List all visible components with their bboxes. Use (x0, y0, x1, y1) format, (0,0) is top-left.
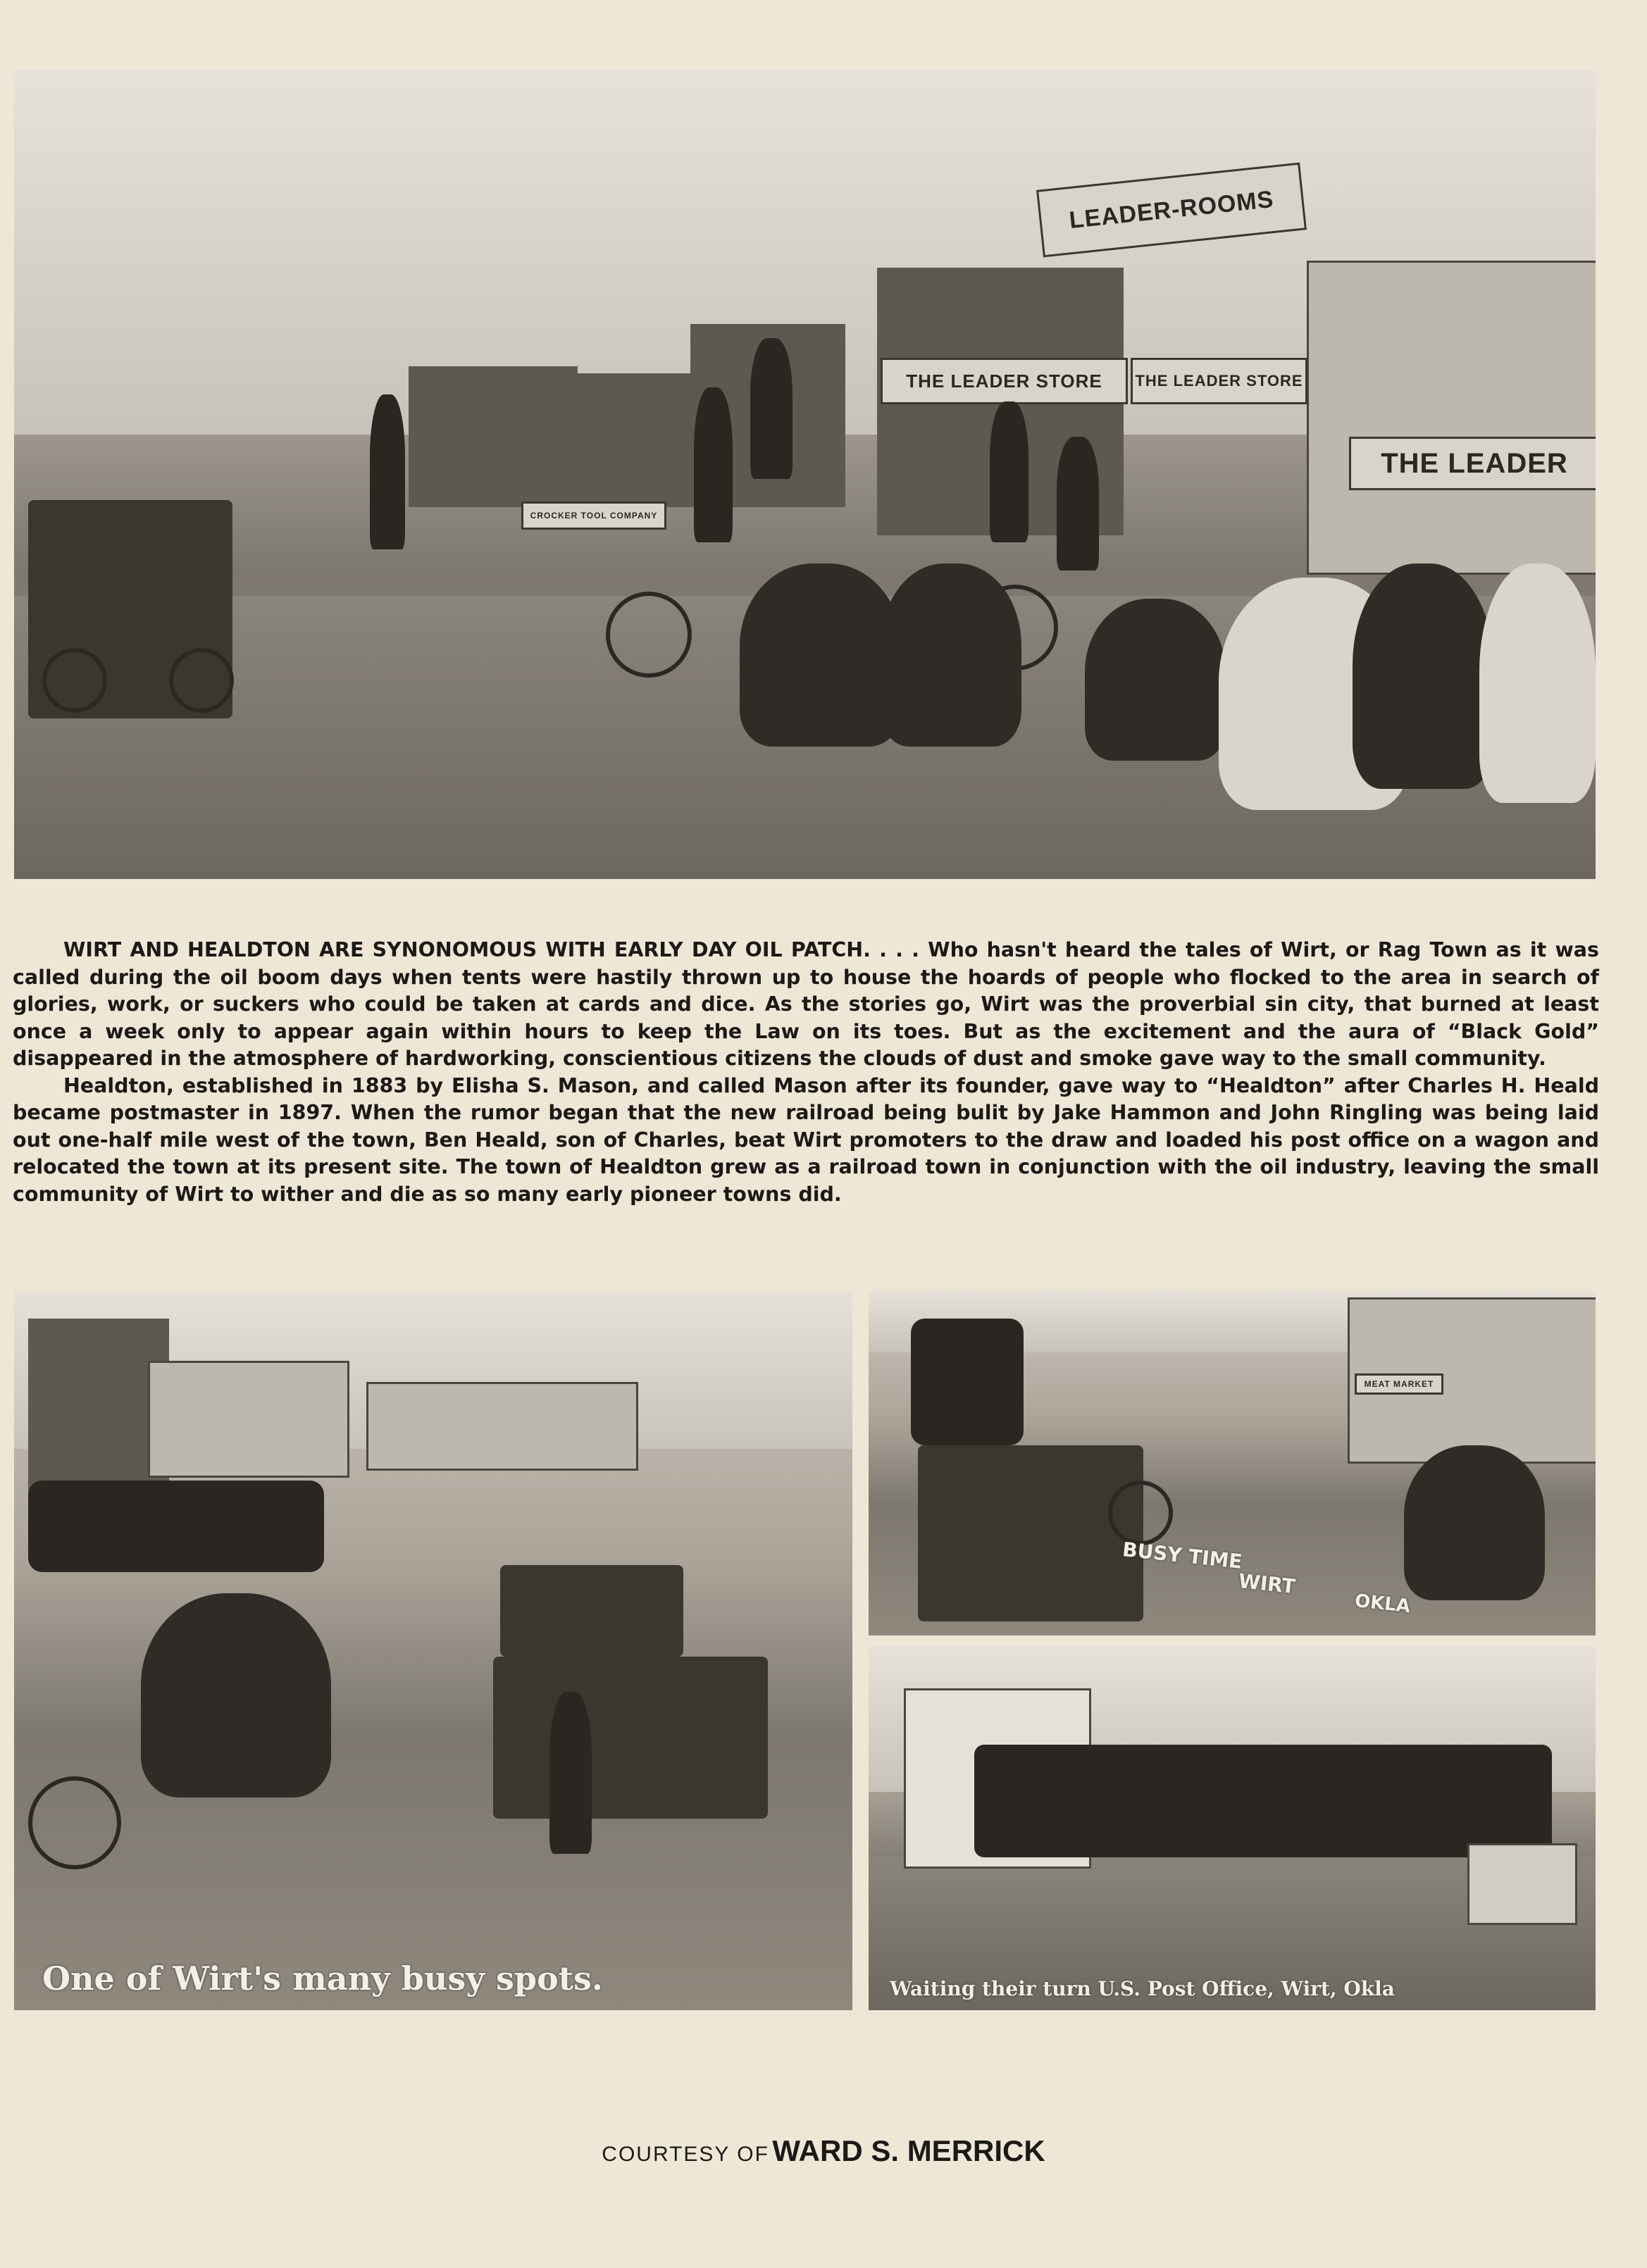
top-right-photo (869, 1290, 1596, 1635)
sign-crocker-tool: CROCKER TOOL COMPANY (521, 501, 666, 530)
article-paragraph-2: Healdton, established in 1883 by Elisha S. Mason, and called Mason after its founder, gave way to “Healdton” after Charles H. Heald became postmaster in 1897. When the rumor began that the new railroad being bulit by Jake Hammon and John Ringling was being laid out one-half mile west of the town, Ben Heald, son of Charles, beat Wirt promoters to the draw and loaded his post office on a wagon and relocated the town at its present site. The town of Healdton grew as a railroad town in conjunction with the oil industry, leaving the small community of Wirt to wither and die as so many early pioneer towns did. (13, 1073, 1599, 1206)
photo-caption-line-1: BUSY TIME (1121, 1538, 1244, 1574)
building (148, 1361, 349, 1478)
crowd (28, 1481, 324, 1572)
sign-leader-rooms: LEADER-ROOMS (1036, 163, 1307, 258)
credit-name: WARD S. MERRICK (772, 2134, 1045, 2167)
man-standing (750, 338, 793, 479)
crowd (911, 1319, 1024, 1445)
wagon-wheel (1108, 1481, 1173, 1545)
photo-caption-line-2: WIRT (1237, 1569, 1297, 1599)
man-standing (694, 387, 733, 542)
man-walking (549, 1692, 592, 1854)
article-paragraph-1: WIRT AND HEALDTON ARE SYNONOMOUS WITH EARLY DAY OIL PATCH. . . . Who hasn't heard the tales of Wirt, or Rag Town as it was called during the oil boom days when tents were hastily thrown up to house the hoards of people who flocked to the area in search of glories, work, or suckers who could be taken at cards and dice. As the stories go, Wirt was the proverbial sin city, that burned at least once a week only to appear again within hours to keep the Law on its toes. But as the excitement and the aura of “Black Gold” disappeared in the atmosphere of hardworking, conscientious citizens the clouds of dust and smoke gave way to the small community. (13, 938, 1599, 1070)
wheel (169, 648, 234, 713)
sign-leader-store-2: THE LEADER STORE (1131, 358, 1307, 404)
building (578, 373, 697, 507)
building (366, 1382, 638, 1471)
man-standing (990, 401, 1028, 542)
top-photo (14, 70, 1596, 879)
leader-wall-building (1307, 261, 1596, 575)
bottom-right-photo (869, 1646, 1596, 2010)
wagon-wheel (606, 592, 692, 678)
building (409, 366, 578, 507)
credit-line (0, 2134, 1647, 2168)
horse (1404, 1445, 1545, 1600)
automobile (918, 1445, 1143, 1621)
wagon-wheel (28, 1776, 121, 1869)
automobile (493, 1657, 768, 1819)
man-standing (1057, 437, 1099, 571)
line-of-men (974, 1745, 1552, 1857)
automobile (500, 1565, 683, 1657)
photo-caption: Waiting their turn U.S. Post Office, Wirt, Okla (890, 1977, 1395, 2000)
sign-meat-market: MEAT MARKET (1355, 1373, 1443, 1395)
horse (881, 563, 1021, 747)
barrel (1467, 1843, 1577, 1925)
horse (1085, 599, 1226, 761)
credit-prefix: COURTESY OF (602, 2143, 769, 2166)
horse (740, 563, 902, 747)
horse (1353, 563, 1493, 789)
white-horse (1479, 563, 1596, 803)
wheel (42, 648, 107, 713)
sign-leader-wall: THE LEADER (1349, 437, 1596, 490)
article-text (13, 937, 1599, 1208)
sign-leader-store-1: THE LEADER STORE (881, 358, 1128, 404)
horse (141, 1593, 331, 1797)
man-standing (370, 394, 405, 549)
photo-caption: One of Wirt's many busy spots. (42, 1959, 603, 1998)
bottom-left-photo (14, 1290, 852, 2010)
photo-caption-line-3: OKLA (1353, 1590, 1412, 1618)
